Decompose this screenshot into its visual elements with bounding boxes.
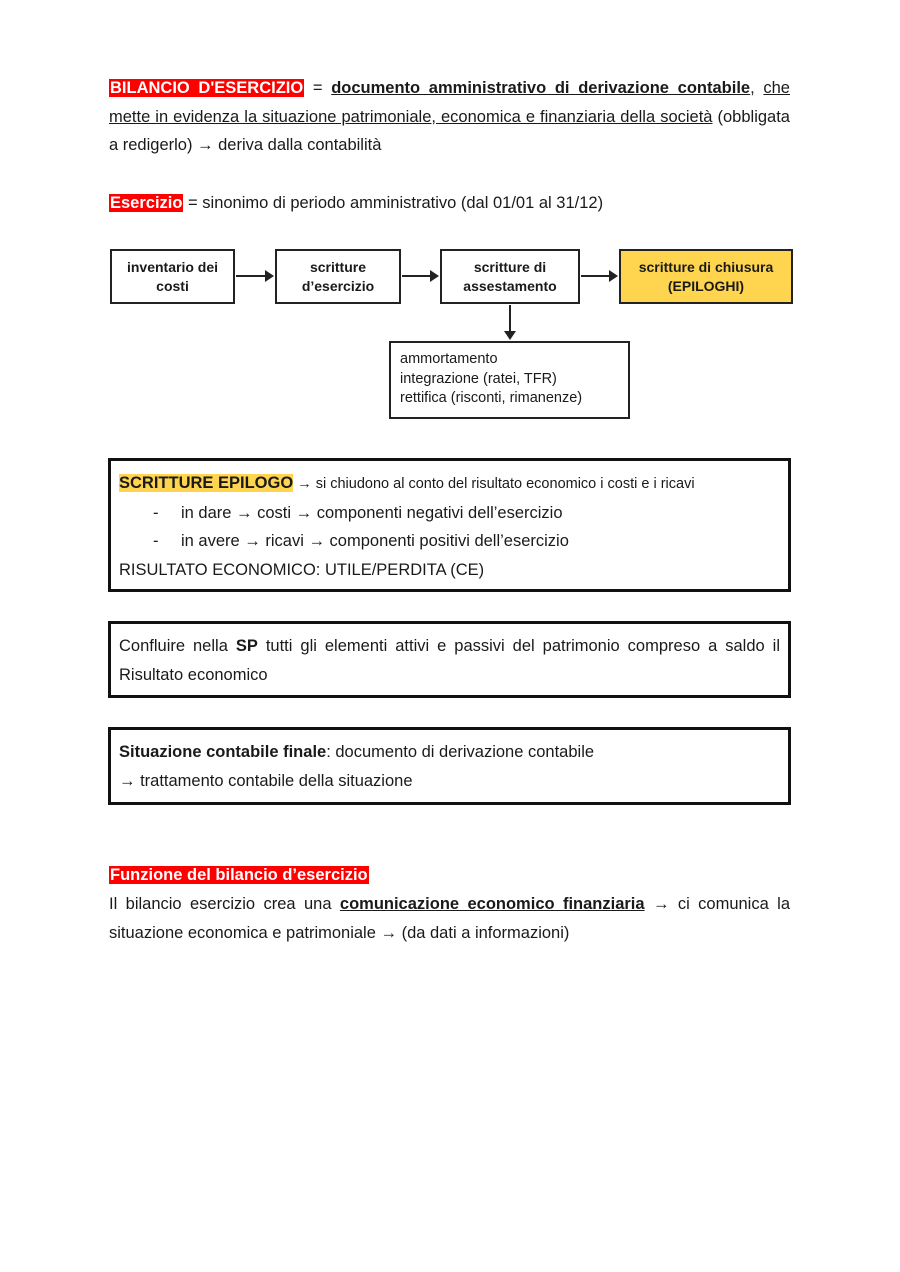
detail-line: ammortamento <box>400 351 498 367</box>
situazione-bold: Situazione contabile finale <box>119 743 327 761</box>
flow-box-line: assestamento <box>463 277 557 294</box>
bullet-marker: - <box>153 503 159 522</box>
epilogo-footer: RISULTATO ECONOMICO: UTILE/PERDITA (CE) <box>119 560 485 579</box>
bilancio-term: BILANCIO D'ESERCIZIO <box>110 79 304 97</box>
funzione-post: → ci comunica la situazione economica e patrimoniale → (da dati a informazioni) <box>109 895 791 942</box>
esercizio-text: = sinonimo di periodo amministrativo (dal 01/01 al 31/12) <box>183 194 604 212</box>
epilogo-box <box>108 458 791 592</box>
sp-box <box>108 621 791 698</box>
bilancio-definition-bold: documento amministrativo di derivazione contabile <box>331 79 751 97</box>
bullet-text: in dare → costi → componenti negativi dell’esercizio <box>181 503 563 522</box>
comma: , <box>750 79 755 97</box>
flow-box-line: costi <box>156 277 189 294</box>
bullet-marker: - <box>153 532 159 550</box>
bullet-text: in avere → ricavi → componenti positivi dell’esercizio <box>181 532 569 550</box>
flow-box-line: d’esercizio <box>301 277 375 294</box>
funzione-bold: comunicazione economico finanziaria <box>339 895 645 913</box>
epilogo-title: SCRITTURE EPILOGO <box>119 474 294 492</box>
section-title <box>109 861 369 890</box>
funzione-title: Funzione del bilancio d’esercizio <box>110 866 368 884</box>
detail-line: rettifica (risconti, rimanenze) <box>400 390 583 406</box>
esercizio-term: Esercizio <box>110 194 183 212</box>
flow-box-line: (EPILOGHI) <box>667 277 745 294</box>
flow-box-line: inventario dei <box>126 258 219 275</box>
epilogo-title-rest: → si chiudono al conto del risultato economico i costi e i ricavi <box>293 476 695 492</box>
esercizio-definition <box>109 189 790 218</box>
situazione-line2: → trattamento contabile della situazione <box>119 771 413 790</box>
flow-arrow-down <box>509 305 511 337</box>
situazione-line1 <box>119 738 780 767</box>
sp-pre: Confluire nella <box>119 637 236 655</box>
situazione-rest: : documento di derivazione contabile <box>326 743 595 761</box>
sp-bold: SP <box>235 637 258 655</box>
flow-box-line: scritture di <box>473 258 547 275</box>
bilancio-rest: (obbligata a redigerlo) → deriva dalla contabilità <box>109 107 790 154</box>
assestamento-detail-box <box>389 341 630 419</box>
flow-box-chiusura <box>619 249 793 304</box>
detail-line: integrazione (ratei, TFR) <box>400 370 557 387</box>
list-item <box>119 527 780 556</box>
situazione-box <box>108 727 791 805</box>
flow-box-assestamento <box>440 249 580 304</box>
epilogo-header <box>119 469 780 499</box>
bilancio-definition <box>109 74 790 160</box>
funzione-paragraph <box>109 890 790 947</box>
flow-arrow-right <box>581 275 616 277</box>
sp-post: tutti gli elementi attivi e passivi del patrimonio compreso a saldo il Risultato economico <box>119 637 780 684</box>
list-item <box>119 499 780 528</box>
bilancio-underlined-text: che mette in evidenza la situazione patrimoniale, economica e finanziaria della società <box>109 79 790 126</box>
flow-arrow-right <box>236 275 272 277</box>
flow-box-inventario <box>110 249 235 304</box>
flow-box-line: scritture <box>309 258 367 275</box>
flow-box-line: scritture di chiusura <box>638 258 774 275</box>
funzione-pre: Il bilancio esercizio crea una <box>109 895 340 913</box>
flow-box-scritture-esercizio <box>275 249 401 304</box>
equals-sign: = <box>304 79 332 97</box>
flow-arrow-right <box>402 275 437 277</box>
